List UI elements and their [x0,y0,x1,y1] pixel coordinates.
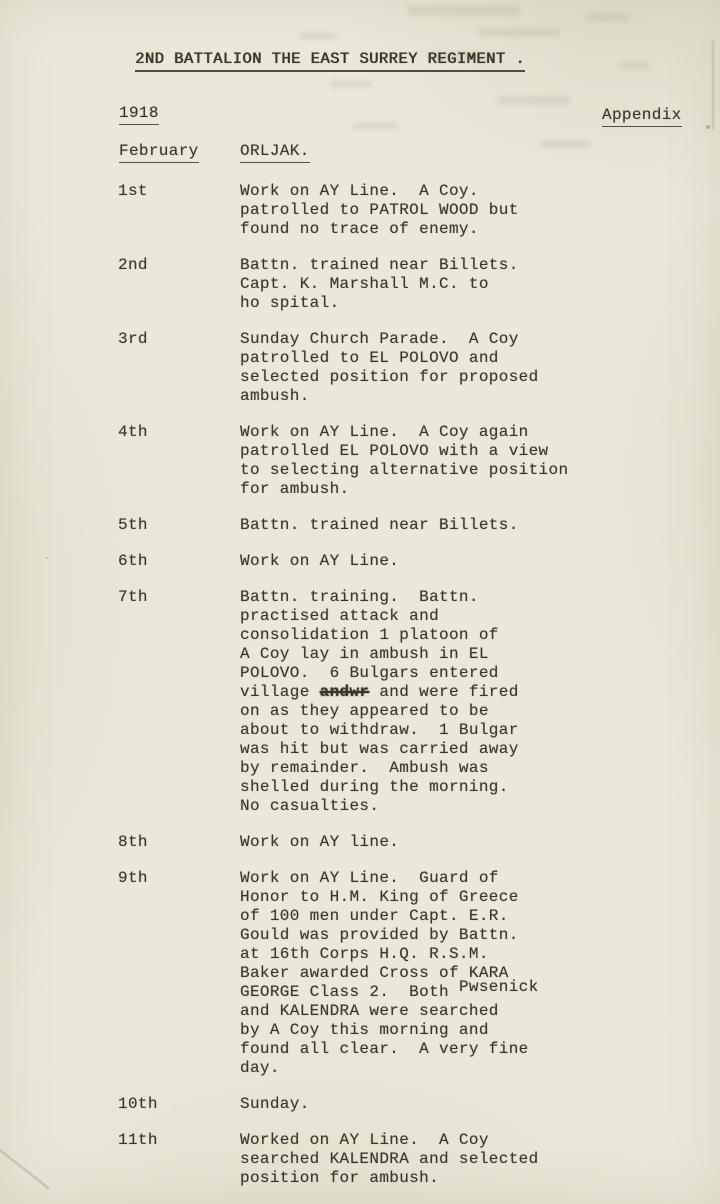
diary-entry [0,256,720,313]
entry-line [240,683,720,702]
entry-body [240,423,720,499]
page-title: 2ND BATTALION THE EAST SURREY REGIMENT . [135,50,525,72]
entry-line: patrolled to EL POLOVO and [240,349,499,367]
entry-date: 5th [118,516,148,534]
bleed-through-mark [352,122,398,130]
diary-entry [0,1095,720,1114]
entry-line: Sunday. [240,1095,310,1113]
entry-date: 9th [118,869,148,887]
month-label: February [119,142,199,163]
appendix-label: Appendix [602,106,682,127]
diary-entries [0,182,720,1204]
entry-line: patrolled to PATROL WOOD but [240,201,519,219]
entry-line: Capt. K. Marshall M.C. to [240,275,489,293]
entry-body [240,256,720,313]
entry-line: selected position for proposed [240,368,539,386]
entry-line: Work on AY Line. A Coy again [240,423,529,441]
diary-entry [0,869,720,1078]
diary-entry [0,588,720,816]
entry-line: shelled during the morning. [240,778,509,796]
entry-line: day. [240,1059,280,1077]
entry-date: 8th [118,833,148,851]
entry-line: patrolled EL POLOVO with a view [240,442,549,460]
entry-line: and KALENDRA were searched [240,1002,499,1020]
entry-body [240,1131,720,1188]
entry-line: No casualties. [240,797,380,815]
entry-body [240,588,720,816]
diary-entry [0,552,720,571]
entry-line: by remainder. Ambush was [240,759,489,777]
entry-line-text: GEORGE Class 2. Both [240,983,459,1001]
entry-body [240,330,720,406]
entry-line: on as they appeared to be [240,702,489,720]
entry-line: ho spital. [240,294,340,312]
diary-entry [0,182,720,239]
entry-body [240,833,720,852]
entry-line-text: village [240,683,320,701]
entry-line: for ambush. [240,480,350,498]
diary-entry [0,423,720,499]
entry-line: by A Coy this morning and [240,1021,489,1039]
bleed-through-mark [330,80,372,88]
entry-body [240,552,720,571]
diary-entry [0,1131,720,1188]
entry-date: 3rd [118,330,148,348]
entry-line: Worked on AY Line. A Coy [240,1131,489,1149]
entry-line [240,978,720,1002]
entry-line-raised-word: Pwsenick [458,978,539,996]
entry-line: Work on AY Line. A Coy. [240,182,479,200]
entry-date: 6th [118,552,148,570]
entry-body [240,869,720,1078]
entry-line: Work on AY Line. Guard of [240,869,499,887]
entry-date: 1st [118,182,148,200]
entry-line: found no trace of enemy. [240,220,479,238]
entry-line-text: and were fired [369,683,519,701]
entry-line: Work on AY line. [240,833,400,851]
bleed-through-mark [478,28,560,37]
entry-line: Battn. trained near Billets. [240,516,519,534]
bleed-through-mark [620,62,650,69]
entry-line: Battn. trained near Billets. [240,256,519,274]
bleed-through-mark [300,32,336,40]
entry-date: 4th [118,423,148,441]
entry-line: consolidation 1 platoon of [240,626,499,644]
entry-line: Work on AY Line. [240,552,400,570]
bleed-through-mark [540,140,590,148]
entry-body [240,182,720,239]
paper-speck [0,0,2,2]
entry-line: Gould was provided by Battn. [240,926,519,944]
entry-line: searched KALENDRA and selected [240,1150,539,1168]
bleed-through-mark [586,14,628,22]
entry-line: was hit but was carried away [240,740,519,758]
diary-entry [0,516,720,535]
entry-line: ambush. [240,387,310,405]
entry-line: of 100 men under Capt. E.R. [240,907,509,925]
diary-entry [0,833,720,852]
entry-body [240,516,720,535]
entry-line: Honor to H.M. King of Greece [240,888,519,906]
entry-line: about to withdraw. 1 Bulgar [240,721,519,739]
entry-date: 11th [118,1131,158,1149]
entry-line: to selecting alternative position [240,461,569,479]
bleed-through-mark [498,96,570,105]
year-label: 1918 [119,104,159,125]
entry-date: 10th [118,1095,158,1113]
entry-date: 2nd [118,256,148,274]
entry-line: POLOVO. 6 Bulgars entered [240,664,499,682]
entry-line: Baker awarded Cross of KARA [240,964,509,982]
bleed-through-mark [408,6,520,16]
entry-line: position for ambush. [240,1169,440,1187]
entry-line: practised attack and [240,607,440,625]
entry-line: found all clear. A very fine [240,1040,529,1058]
scan-edge-line [712,40,714,130]
entry-line: at 16th Corps H.Q. R.S.M. [240,945,489,963]
entry-line: Sunday Church Parade. A Coy [240,330,519,348]
diary-entry [0,330,720,406]
entry-body [240,1095,720,1114]
entry-line: A Coy lay in ambush in EL [240,645,489,663]
entry-date: 7th [118,588,148,606]
entry-line: Battn. training. Battn. [240,588,479,606]
entry-line-struck-word: andwr [319,683,370,701]
place-label: ORLJAK. [240,142,310,163]
